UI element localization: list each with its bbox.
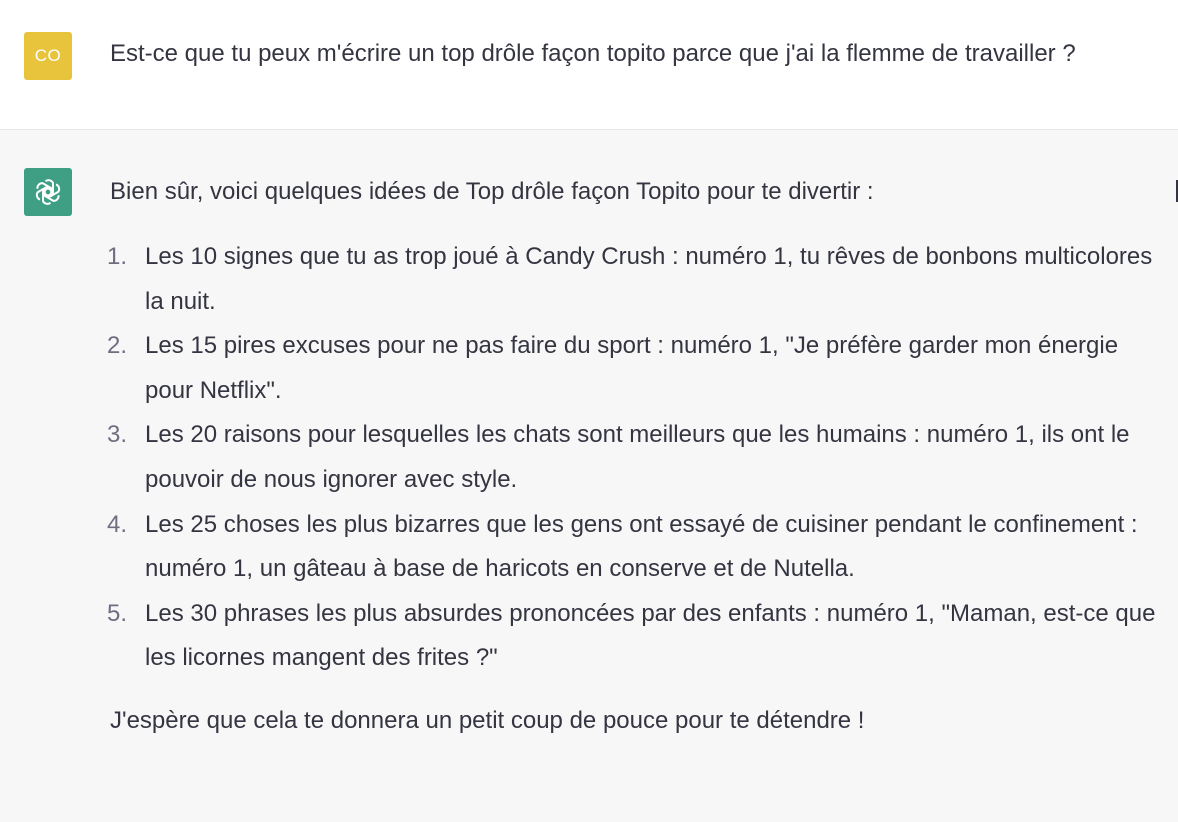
list-item-number: 2. — [107, 332, 128, 360]
list-item — [107, 235, 1160, 324]
list-item-text: Les 30 phrases les plus absurdes prononcées par des enfants : numéro 1, "Maman, est-ce que les licornes mangent des frites ?" — [145, 599, 1156, 672]
assistant-message-row — [0, 130, 1178, 822]
list-item — [107, 503, 1160, 592]
openai-logo-icon — [31, 175, 65, 209]
user-message-text: Est-ce que tu peux m'écrire un top drôle façon topito parce que j'ai la flemme de travailler ? — [110, 40, 1076, 67]
assistant-intro-text: Bien sûr, voici quelques idées de Top drôle façon Topito pour te divertir : — [110, 178, 874, 205]
list-item-text: Les 25 choses les plus bizarres que les gens ont essayé de cuisiner pendant le confinement : numéro 1, un gâteau à base de haricots en conserve et de Nutella. — [145, 510, 1138, 583]
list-item-number: 3. — [107, 421, 128, 449]
list-item-number: 5. — [107, 599, 128, 627]
user-message-row — [0, 0, 1178, 130]
list-item — [107, 592, 1160, 681]
list-item-text: Les 15 pires excuses pour ne pas faire du sport : numéro 1, "Je préfère garder mon énergie pour Netflix". — [145, 332, 1119, 404]
top-list — [107, 235, 1160, 681]
assistant-outro-text: J'espère que cela te donnera un petit coup de pouce pour te détendre ! — [110, 706, 865, 734]
assistant-message-content — [107, 174, 1160, 739]
list-item-text: Les 20 raisons pour lesquelles les chats sont meilleurs que les humains : numéro 1, ils ont le pouvoir de nous ignorer avec style. — [145, 421, 1130, 493]
list-item-text: Les 10 signes que tu as trop joué à Candy Crush : numéro 1, tu rêves de bonbons multicolores la nuit. — [145, 243, 1153, 315]
list-item — [107, 413, 1160, 502]
assistant-avatar — [24, 168, 72, 216]
list-item — [107, 324, 1160, 413]
user-avatar — [24, 32, 72, 80]
list-item-number: 1. — [107, 243, 128, 270]
user-avatar-initials: CO — [34, 46, 62, 65]
list-item-number: 4. — [107, 510, 128, 538]
